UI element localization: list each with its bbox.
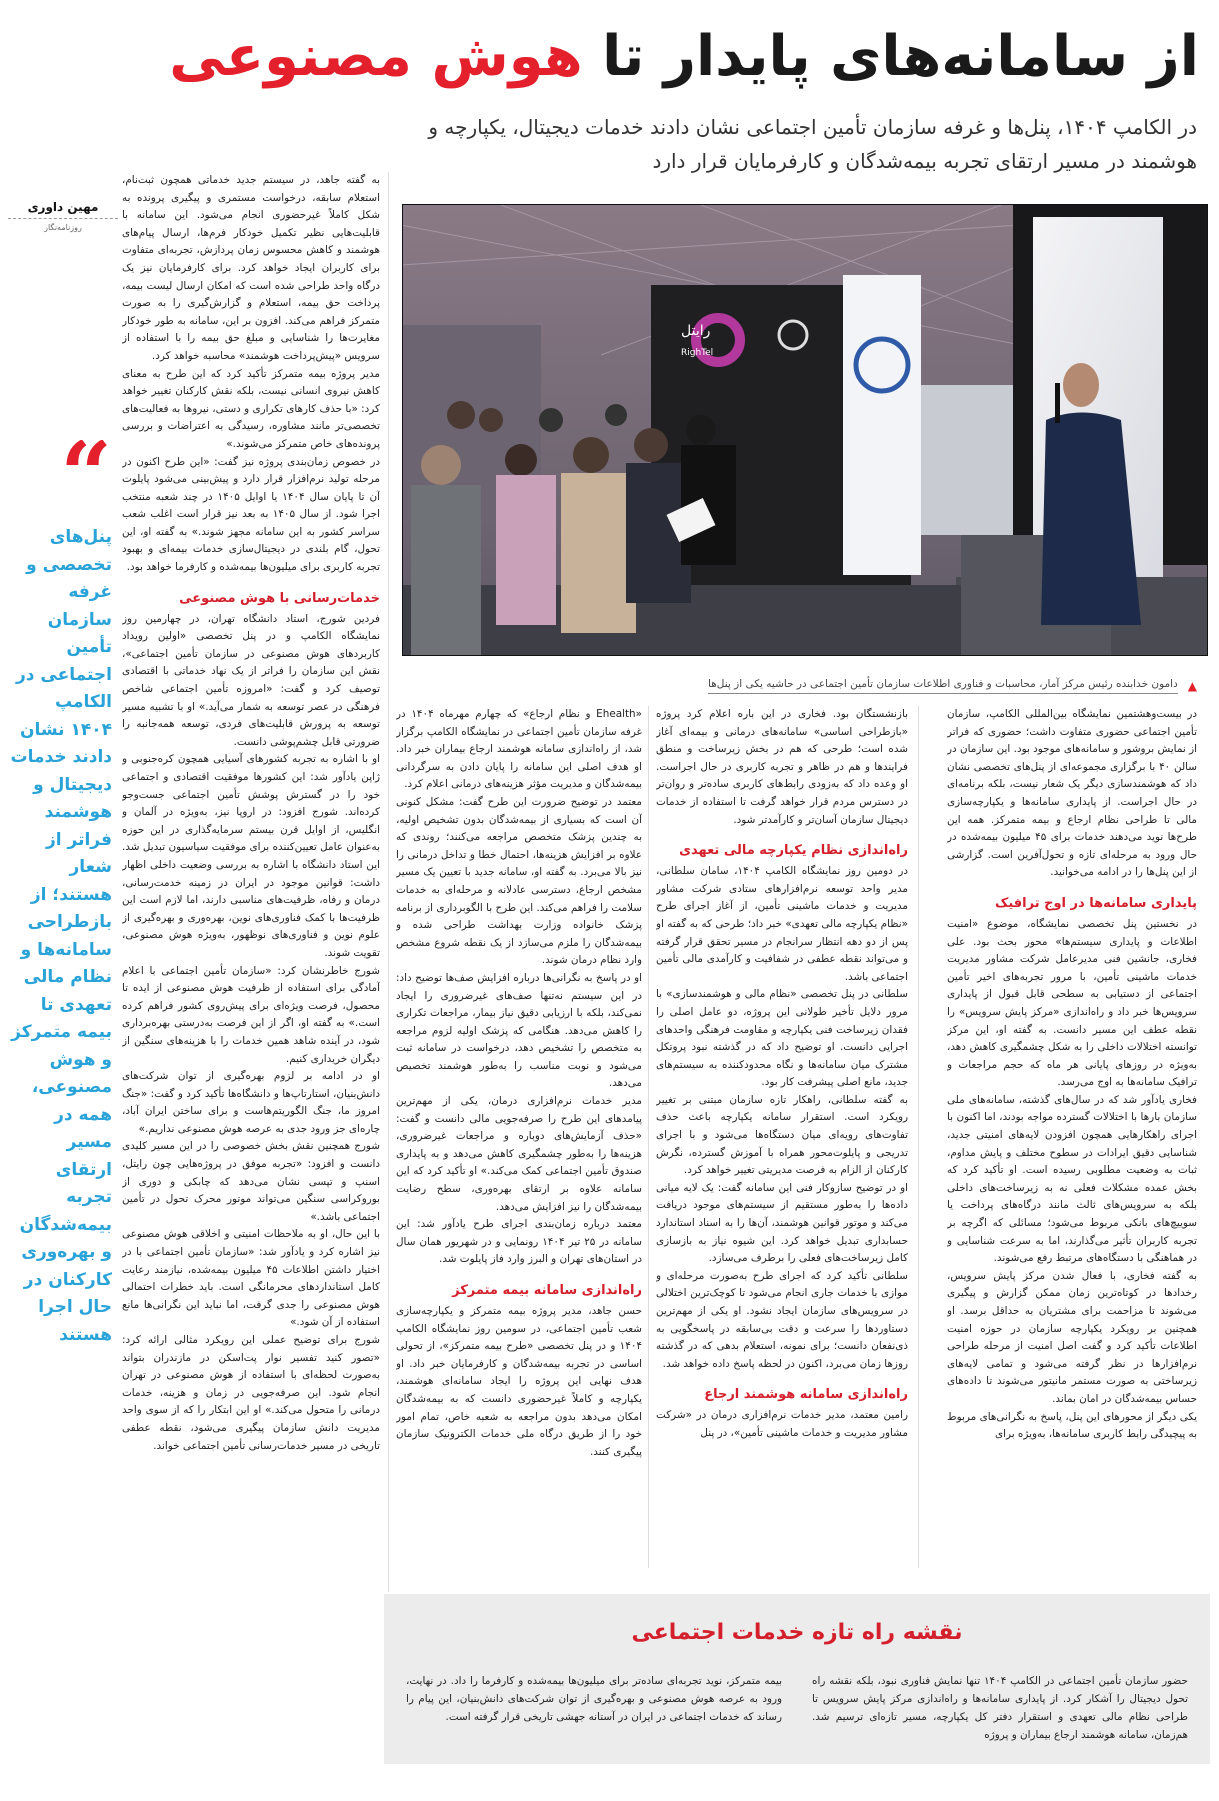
photo-illustration [402,205,1207,656]
column-paragraph: به گفته سلطانی، راهکار تازه سازمان مبتنی بر تغییر رویکرد است. استقرار سامانه یکپارچه باعث حذف تفاوت‌های رویه‌ای میان دستگاه‌ها می‌شود و با اجرای تدریجی و پایلوت‌محور همراه با آموزش گسترده، نگرش کارکنان از الزام به فرصت مدیریتی تغییر خواهد کرد. [656,1093,908,1177]
column-paragraph: او در ادامه بر لزوم بهره‌گیری از توان شرکت‌های دانش‌بنیان، استارتاپ‌ها و دانشگاه‌ها تأکید کرد و گفت: «جنگ امروز ما، جنگ الگوریتم‌هاست و برای ساختن ایران آباد، چاره‌ای جز ورود جدی به عرصه هوش مصنوعی نداریم.» [122,1070,380,1135]
triangle-icon: ▲ [1187,679,1197,693]
article-column-2 [656,706,908,1568]
column-paragraph: «Ehealth و نظام ارجاع» که چهارم مهرماه ۱۴۰۴ در غرفه سازمان تأمین اجتماعی در نمایشگاه الکامپ برگزار شد، از راه‌اندازی سامانه هوشمند ارجاع بیماران خبر داد. او هدف اصلی این سامانه را پایان دادن به سرگردانی بیمه‌شدگان و مدیریت مؤثر هزینه‌های درمانی اعلام کرد. [396,708,642,791]
column-paragraph: مدیر خدمات نرم‌افزاری درمان، یکی از مهم‌ترین پیامدهای این طرح را صرفه‌جویی مالی دانست و گفت: «حذف آزمایش‌های دوباره و مراجعات غیرضروری، هزینه‌ها را به‌طور چشمگیری کاهش می‌دهد و به پایداری صندوق تأمین اجتماعی کمک می‌کند.» او تأکید کرد که این سامانه علاوه بر ارتقای بهره‌وری، سطح رضایت بیمه‌شدگان را نیز افزایش می‌دهد. [396,1095,642,1213]
column-paragraph: به گفته جاهد، در سیستم جدید خدماتی همچون ثبت‌نام، استعلام سابقه، درخواست مستمری و پیگیری پرونده به شکل کاملاً غیرحضوری انجام می‌شود. این سامانه با قابلیت‌هایی نظیر تکمیل خودکار فرم‌ها، ارسال پیام‌های هوشمند و کاهش محسوس زمان پردازش، تجربه‌ای متفاوت برای کاربران ایجاد خواهد کرد. برای کارفرمایان نیز یک درگاه واحد طراحی شده است که امکان ارسال لیست بیمه، پرداخت حق بیمه، استعلام و گزارش‌گیری را به صورت متمرکز فراهم می‌کند. افزون بر این، سامانه به طور خودکار مغایرت‌ها را شناسایی و مبلغ حق بیمه را با استفاده از سرویس «پیش‌پرداخت هوشمند» محاسبه خواهد کرد. [122,174,380,362]
article-column-4 [122,172,380,1592]
summary-paragraph-right: حضور سازمان تأمین اجتماعی در الکامپ ۱۴۰۴ تنها نمایش فناوری نبود، بلکه نقشه راه تحول دیجیتال را آشکار کرد. از پایداری سامانه‌ها و راه‌اندازی مرکز پایش سرویس تا طراحی نظام مالی تعهدی و استقرار دفتر کل یکپارچه، مسیر تازه‌ای ترسیم شد. هم‌زمان، سامانه هوشمند ارجاع بیماران و پروژه [812,1675,1188,1741]
section-heading-stability: پایداری سامانه‌ها در اوج ترافیک [995,895,1197,911]
column-paragraph: معتمد درباره زمان‌بندی اجرای طرح یادآور شد: این سامانه در ۲۵ تیر ۱۴۰۴ رونمایی و در شهریور همان سال در استان‌های تهران و البرز وارد فاز پایلوت شد. [396,1218,642,1266]
column-paragraph: شورج همچنین نقش بخش خصوصی را در این مسیر کلیدی دانست و افزود: «تجربه موفق در پروژه‌هایی چون رایتل، اسنپ و تپسی نشان می‌دهد که چابکی و دوری از بوروکراسی سنگین می‌تواند موتور محرک تحول در تأمین اجتماعی باشد.» [122,1140,380,1223]
column-paragraph: سلطانی تأکید کرد که اجرای طرح به‌صورت مرحله‌ای و موازی با خدمات جاری انجام می‌شود تا کوچک‌ترین اختلالی در سرویس‌های سازمان ایجاد نشود. او یکی از مهم‌ترین دستاوردها را سرعت و دقت بی‌سابقه در پاسخگویی به ذی‌نفعان دانست؛ برای نمونه، استعلام بدهی که در گذشته روزها زمان می‌برد، اکنون در لحظه پاسخ داده خواهد شد. [656,1269,908,1370]
booth-logo-text: رایتل [681,323,711,339]
column-paragraph: به گفته فخاری، با فعال شدن مرکز پایش سرویس، رخدادها در کوتاه‌ترین زمان ممکن گزارش و پیگیری می‌شوند تا مزاحمت برای مشتریان به حداقل برسد. او همچنین بر رویکرد یکپارچه سازمان در حوزه امنیت اطلاعات تأکید کرد و گفت اصل امنیت از مرحله طراحی نرم‌افزارها در نظر گرفته می‌شود و تمامی لایه‌های زیرساختی به صورت مستمر مانیتور می‌شوند تا داده‌های حساس بیمه‌شدگان در امان بماند. [947,1269,1197,1405]
headline-part-black: از سامانه‌های پایدار تا [582,24,1199,89]
column-paragraph: بازنشستگان بود. فخاری در این باره اعلام کرد پروژه «بازطراحی اساسی» سامانه‌های درمانی و بیمه‌ای آغاز شده است؛ طرحی که هم در بخش زیرساخت و منطق فرایندها و هم در ظاهر و تجربه کاربری در حال اجراست. او وعده داد که به‌زودی رابط‌های کاربری ساده‌تر و روان‌تر در دسترس مردم قرار خواهد گرفت تا استفاده از خدمات دیجیتال سازمان آسان‌تر و کارآمدتر شود. [656,708,908,826]
column-paragraph: حسن جاهد، مدیر پروژه بیمه متمرکز و یکپارچه‌سازی شعب تأمین اجتماعی، در سومین روز نمایشگاه الکامپ ۱۴۰۴ و در پنل تخصصی «طرح بیمه متمرکز»، از تحولی اساسی در تجربه بیمه‌شدگان و کارفرمایان خبر داد. او هدف نهایی این پروژه را ایجاد سامانه‌ای هوشمند، یکپارچه و کاملاً غیرحضوری دانست که به بیمه‌شدگان امکان می‌دهد بدون مراجعه به شعبه خاص، تمام امور خود را از طریق درگاه ملی خدمات الکترونیک سازمان پیگیری کنند. [396,1305,642,1458]
summary-box [384,1594,1210,1764]
column-paragraph: مدیر پروژه بیمه متمرکز تأکید کرد که این طرح به معنای کاهش نیروی انسانی نیست، بلکه نقش کارکنان تغییر خواهد کرد: «با حذف کارهای تکراری و دستی، نیروها به فعالیت‌های تخصصی‌تر مانند مشاوره، رسیدگی به اعتراضات و بررسی پرونده‌های خاص متمرکز می‌شوند.» [122,367,380,450]
section-heading-accrual: راه‌اندازی نظام یکپارچه مالی تعهدی [679,843,908,859]
caption-text: دامون خدابنده رئیس مرکز آمار، محاسبات و فناوری اطلاعات سازمان تأمین اجتماعی در حاشیه یکی از پنل‌ها [708,678,1178,694]
pull-quote [8,440,112,1349]
summary-box-title: نقشه راه تازه خدمات اجتماعی [631,1620,963,1645]
booth-logo-latin: RighTel [681,348,714,358]
section-heading-referral: راه‌اندازی سامانه هوشمند ارجاع [704,1387,908,1403]
author-role: روزنامه‌نگار [44,223,82,232]
column-paragraph: فخاری یادآور شد که در سال‌های گذشته، سامانه‌های ملی سازمان بارها با اختلالات گسترده مواجه بودند، اما اکنون با اجرای راهکارهایی همچون افزودن لایه‌های امنیتی جدید، شناسایی دقیق ایرادات در سطوح مختلف و پایش مداوم، ثبات به وضعیت مطلوبی رسیده است. او تأکید کرد که بخش عمده مشکلات فعلی نه به زیرساخت‌های داخلی بلکه به سرویس‌های ثالث مانند درگاه‌های پرداخت یا سوییچ‌های بانکی مربوط می‌شود؛ مسائلی که اگرچه بر تجربه کاربران تأثیر می‌گذارند، اما به سرعت شناسایی و در هماهنگی با دستگاه‌های مرتبط رفع می‌شوند. [947,1093,1197,1265]
column-paragraph: سلطانی در پنل تخصصی «نظام مالی و هوشمندسازی» با مرور دلایل تأخیر طولانی این پروژه، دو عامل اصلی را فقدان زیرساخت فنی یکپارچه و مقاومت فرهنگی واحدهای اجرایی دانست. او توضیح داد که در گذشته نبود پروتکل مشترک میان سامانه‌ها و نگاه محدودکننده به سیستم‌های جدید، مانع اصلی پیشرفت کار بود. [656,988,908,1089]
pull-quote-text: پنل‌های تخصصی و غرفه سازمان تأمین اجتماعی در الکامپ ۱۴۰۴ نشان دادند خدمات دیجیتال و هوشمند فراتر از شعار هستند؛ از بازطراحی سامانه‌ها و نظام مالی تعهدی تا بیمه متمرکز و هوش مصنوعی، همه در مسیر ارتقای تجربه بیمه‌شدگان و بهره‌وری کارکنان در حال اجرا هستند [10,527,112,1345]
column-paragraph: معتمد در توضیح ضرورت این طرح گفت: مشکل کنونی آن است که بسیاری از بیمه‌شدگان بدون تشخیص اولیه، به چندین پزشک متخصص مراجعه می‌کنند؛ روندی که علاوه بر افزایش هزینه‌ها، احتمال خطا و تداخل درمانی را نیز بالا می‌برد. به گفته او، سامانه جدید با تعیین یک مسیر مشخص ارجاع، دسترسی عادلانه و مرحله‌ای به خدمات سلامت را فراهم می‌کند. این طرح با الگوبرداری از برنامه پزشک خانواده وزارت بهداشت طراحی شده و بیمه‌شدگان را ملزم می‌سازد از یک نقطه شروع مشخص وارد نظام درمان شوند. [396,795,642,967]
headline [169,22,1199,92]
banner [843,275,921,575]
column-divider [388,172,389,1592]
column-divider [648,706,649,1568]
quote-mark-icon: “ [60,440,112,510]
column-paragraph: او در توضیح سازوکار فنی این سامانه گفت: یک لایه میانی داده‌ها را به‌طور مستقیم از سیستم‌های موجود دریافت می‌کند و موتور قوانین هوشمند، آن‌ها را به اسناد استاندارد حسابداری تبدیل خواهد کرد. این شیوه نیاز به بازسازی کامل زیرساخت‌های فعلی را برطرف می‌سازد. [656,1181,908,1265]
article-column-1 [947,706,1197,1568]
article-photo [402,204,1208,656]
column-paragraph: در نخستین پنل تخصصی نمایشگاه، موضوع «امنیت اطلاعات و پایداری سیستم‌ها» محور بحث بود. علی فخاری، جانشین فنی مدیرعامل شرکت مشاور مدیریت خدمات ماشینی تأمین، با مرور تجربه‌های اخیر تأمین اجتماعی از دستیابی به سطحی قابل قبول از پایداری سرویس‌ها خبر داد و راه‌اندازی «مرکز پایش سرویس» را نقطه عطف این مسیر دانست. به گفته او، این مرکز توانسته اختلالات داخلی را به شکل چشمگیری کاهش دهد، به‌ویژه در روزهای پایانی هر ماه که حجم مراجعات و ترافیک سامانه‌ها به اوج می‌رسد. [947,917,1197,1089]
microphone-icon [1055,383,1060,423]
column-paragraph: او در پاسخ به نگرانی‌ها درباره افزایش صف‌ها توضیح داد: در این سیستم نه‌تنها صف‌های غیرضروری را ایجاد نمی‌کند، بلکه با ارزیابی دقیق نیاز بیمار، مراجعات تکراری را کاهش می‌دهد. هنگامی که پزشک اولیه لزوم مراجعه به متخصص را تشخیص دهد، درخواست در سامانه ثبت می‌شود و نوبت مناسب را به‌طور هوشمند تخصیص می‌دهد. [396,971,642,1090]
column-paragraph: با این حال، او به ملاحظات امنیتی و اخلاقی هوش مصنوعی نیز اشاره کرد و یادآور شد: «سازمان تأمین اجتماعی با در اختیار داشتن اطلاعات ۴۵ میلیون بیمه‌شده، نیازمند رعایت کامل استانداردهای محرمانگی است. باید خطرات احتمالی هوش مصنوعی را جدی گرفت، اما نباید این نگرانی‌ها مانع استفاده از آن شود.» [122,1228,380,1329]
lead-paragraph: در الکامپ ۱۴۰۴، پنل‌ها و غرفه سازمان تأمین اجتماعی نشان دادند خدمات دیجیتال، یکپارچه و هوشمند در مسیر ارتقای تجربه بیمه‌شدگان و کارفرمایان قرار دارد [428,115,1197,173]
column-paragraph: شورج برای توضیح عملی این رویکرد مثالی ارائه کرد: «تصور کنید تفسیر نوار پت‌اسکن در مازندران بتواند به‌صورت لحظه‌ای با استفاده از هوش مصنوعی در تهران انجام شود. این صرفه‌جویی در زمان و هزینه، خدمات درمانی را متحول می‌کند.» او این ابتکار را که از سوی واحد مدیریت دانش سازمان پیگیری می‌شود، نقطه عطفی تاریخی در مسیر خدمات‌رسانی تأمین اجتماعی خواند. [122,1334,380,1452]
column-paragraph: در خصوص زمان‌بندی پروژه نیز گفت: «این طرح اکنون در مرحله تولید نرم‌افزار قرار دارد و پیش‌بینی می‌شود پایلوت آن تا پایان سال ۱۴۰۴ یا اوایل ۱۴۰۵ در چند شعبه منتخب اجرا شود. از سال ۱۴۰۵ به بعد نیز قرار است اغلب شعب سراسر کشور به این سامانه مجهز شوند.» به گفته او، این تحول، گام بلندی در دیجیتال‌سازی خدمات بیمه‌ای و بهبود تجربه کاربری برای میلیون‌ها بیمه‌شده و کارفرما خواهد بود. [122,455,380,574]
section-heading-central-insurance: راه‌اندازی سامانه بیمه متمرکز [452,1283,642,1298]
column-paragraph: یکی دیگر از محورهای این پنل، پاسخ به نگرانی‌های مربوط به پیچیدگی رابط کاربری سامانه‌ها، به‌ویژه برای [947,1410,1197,1441]
column-paragraph: او با اشاره به تجربه کشورهای آسیایی همچون کره‌جنوبی و ژاپن یادآور شد: این کشورها موفقیت اقتصادی و اجتماعی خود را در گسترش پوشش تأمین اجتماعی جست‌وجو کرده‌اند. شورج افزود: در اروپا نیز، به‌ویژه در آلمان و انگلیس، از اوایل قرن بیستم سرمایه‌گذاری در این حوزه به‌عنوان عامل تعیین‌کننده برای موفقیت سیاسیون تبدیل شد. این استاد دانشگاه با اشاره به بررسی وضعیت داخلی اظهار داشت: قوانین موجود در ایران در زمینه خدمت‌رسانی، درمان و رفاه، ظرفیت‌های مناسبی دارند، اما لازم است این ظرفیت‌ها با کمک فناوری‌های نوین، بهره‌وری و بهره‌گیری از علوم نوین و فناوری‌های نوظهور، به‌ویژه هوش مصنوعی، تقویت شوند. [122,753,380,959]
section-heading-ai: خدمات‌رسانی با هوش مصنوعی [179,590,380,606]
column-paragraph: رامین معتمد، مدیر خدمات نرم‌افزاری درمان در «شرکت مشاور مدیریت و خدمات ماشینی تأمین»، در پنل [656,1409,908,1439]
column-paragraph: در بیست‌وهشتمین نمایشگاه بین‌المللی الکامپ، سازمان تأمین اجتماعی حضوری متفاوت داشت؛ حضوری که فراتر از نمایش بروشور و سامانه‌های موجود بود. این سازمان در سالن ۴۰ با برگزاری مجموعه‌ای از پنل‌های تخصصی نشان داد که هوشمندسازی دیگر یک شعار نیست، بلکه برنامه‌ای در حال اجراست. از پایداری سامانه‌ها و یکپارچه‌سازی مالی تا طراحی نظام ارجاع و بیمه متمرکز. همه این طرح‌ها نوید می‌دهند خدمات برای ۴۵ میلیون بیمه‌شده در حال ورود به مرحله‌ای تازه و تحول‌آفرین است. گزارشی از این پنل‌ها را در ادامه می‌خوانید. [947,708,1197,879]
column-divider [918,706,919,1568]
summary-paragraph-left: بیمه متمرکز، نوید تجربه‌ای ساده‌تر برای میلیون‌ها بیمه‌شده و کارفرما را داد. در نهایت، ورود به عرصه هوش مصنوعی و بهره‌گیری از توان شرکت‌های دانش‌بنیان، این پیام را رساند که خدمات اجتماعی در ایران در آستانه جهشی تاریخی قرار گرفته است. [406,1675,782,1723]
column-paragraph: فردین شورج، استاد دانشگاه تهران، در چهارمین روز نمایشگاه الکامپ و در پنل تخصصی «اولین رویداد کاربردهای هوش مصنوعی در سازمان تأمین اجتماعی»، نقش این سازمان را فراتر از یک نهاد خدماتی با اقتصادی توصیف کرد و گفت: «امروزه تأمین اجتماعی شاخص فرهنگی در عصر توسعه به شمار می‌آید.» او با تشبیه مسیر توسعه به پرورش قابلیت‌های فردی، توسعه همه‌جانبه را ضرورتی قابل چشم‌پوشی دانست. [122,612,380,748]
byline [8,200,118,232]
author-name: مهین داوری [8,200,118,219]
column-paragraph: شورج خاطرنشان کرد: «سازمان تأمین اجتماعی با اعلام آمادگی برای استفاده از ظرفیت هوش مصنوعی از ایده تا محصول، فرصت ویژه‌ای برای پیش‌روی کشور فراهم کرده است.» به گفته او، اگر از این فرصت به‌درستی بهره‌برداری شود، در آینده شاهد همین خدمات را با هزینه‌های سنگین از دیگران خریداری کنیم. [122,964,380,1065]
headline-part-red: هوش مصنوعی [169,24,583,89]
article-column-3 [396,706,642,1568]
column-paragraph: در دومین روز نمایشگاه الکامپ ۱۴۰۴، سامان سلطانی، مدیر واحد توسعه نرم‌افزارهای ستادی شرکت مشاور مدیریت و خدمات ماشینی تأمین، از آغاز اجرای طرح «نظام یکپارچه مالی تعهدی» خبر داد؛ طرحی که به گفته او پس از دو دهه انتظار سرانجام در مسیر تحقق قرار گرفته و می‌تواند نقطه عطفی در شفافیت و کارآمدی مالی تأمین اجتماعی باشد. [656,865,908,983]
speaker-head [1063,363,1099,407]
photo-caption [397,678,1197,694]
